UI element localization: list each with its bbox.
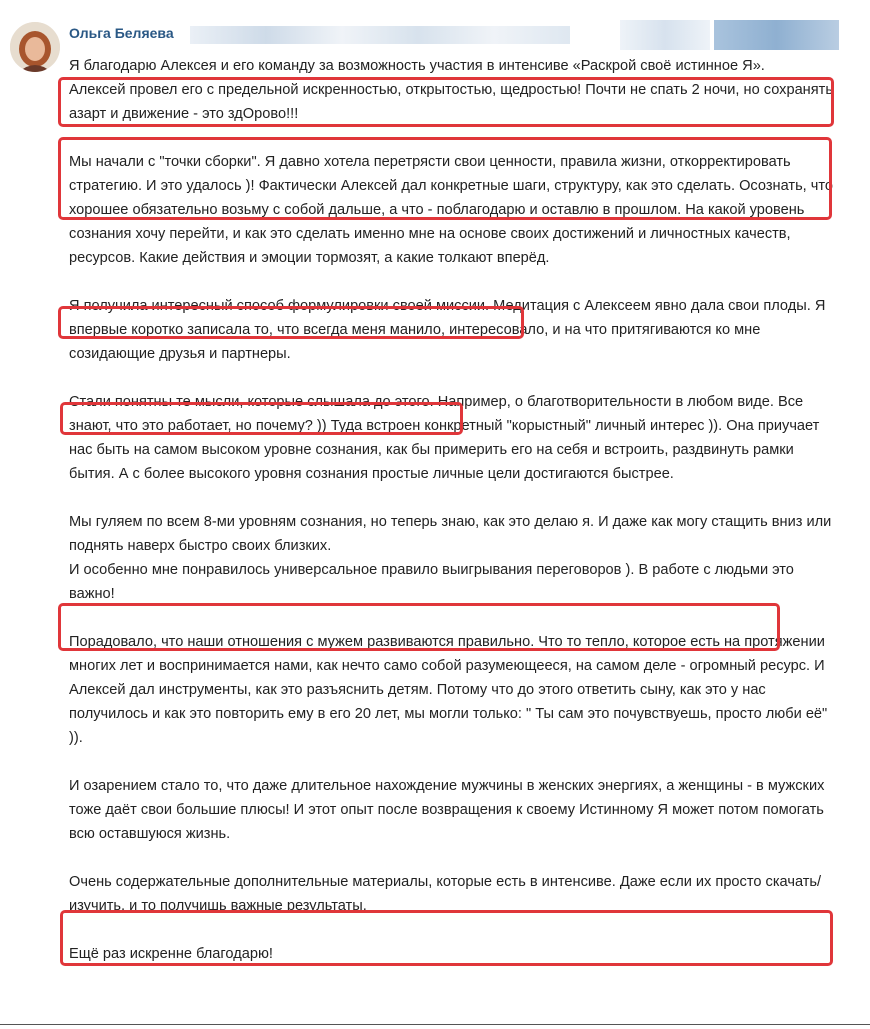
paragraph: Я благодарю Алексея и его команду за возможность участия в интенсиве «Раскрой своё истинное Я». [69,58,765,74]
paragraph: Мы гуляем по всем 8-ми уровням сознания, но теперь знаю, как это делаю я. И даже как могу стащить вниз или поднять наверх быстро своих близких. [69,514,832,554]
blurred-meta [190,26,570,44]
avatar-photo [10,22,60,72]
highlight-box [58,77,834,127]
blurred-meta [714,20,839,50]
highlight-box [60,910,833,966]
paragraph: Порадовало, что наши отношения с мужем развиваются правильно. Что то тепло, которое есть на протяжении многих лет и воспринимается нами, как нечто само собой разумеющееся, на самом деле - огромный ресурс. И Алексей дал инструменты, как это разъяснить детям. Потому что до этого ответить сыну, как это у нас получилось и как это повторить ему в его 20 лет, мы могли только: " Ты сам это почувствуешь, просто люби её" )). [69,634,828,746]
paragraph: Очень содержательные дополнительные материалы, которые есть в интенсиве. Даже если их просто скачать/изучить, и то получишь важные результаты. [69,874,822,914]
paragraph: Ещё раз искренне благодарю! [69,946,273,962]
paragraph: Алексей провел его с предельной искренностью, открытостью, щедростью! Почти не спать 2 ночи, но сохранять азарт и движение - это здОрово!!! [69,82,833,122]
avatar[interactable] [10,22,60,72]
paragraph: Я получила интересный способ формулировки своей миссии. Медитация с Алексеем явно дала свои плоды. Я впервые коротко записала то, что всегда меня манило, интересовало, и на что притягиваются ко мне созидающие друзья и партнеры. [69,298,826,362]
highlight-box [58,137,832,220]
highlight-box [58,603,780,651]
paragraph: Мы начали с "точки сборки". Я давно хотела перетрясти свои ценности, правила жизни, откорректировать стратегию. И это удалось )! Фактически Алексей дал конкретные шаги, структуру, как это сделать. Осознать, что хорошее обязательно возьму с собой дальше, а что - поблагодарю и оставлю в прошлом. На какой уровень сознания хочу перейти, и как это сделать именно мне на основе своих достижений и личностных качеств, ресурсов. Какие действия и эмоции тормозят, а какие толкают вперёд. [69,154,834,266]
blurred-meta [620,20,710,50]
highlight-box [58,306,524,339]
highlight-box [60,402,463,435]
divider [0,1024,870,1025]
author-name[interactable]: Ольга Беляева [69,25,174,41]
paragraph: И озарением стало то, что даже длительное нахождение мужчины в женских энергиях, а женщины - в мужских тоже даёт свои большие плюсы! И этот опыт после возвращения к своему Истинному Я может потом помогать всю оставшуюся жизнь. [69,778,825,842]
paragraph: Стали понятны те мысли, которые слышала до этого. Например, о благотворительности в любом виде. Все знают, что это работает, но почему? )) Туда встроен конкретный "корыстный" личный интерес )). Она приучает нас быть на самом высоком уровне сознания, как бы примерить его на себя и встроить, раздвинуть рамки бытия. А с более высокого уровня сознания простые личные цели достигаются быстрее. [69,394,820,482]
paragraph: И особенно мне понравилось универсальное правило выигрывания переговоров ). В работе с людьми это важно! [69,562,794,602]
